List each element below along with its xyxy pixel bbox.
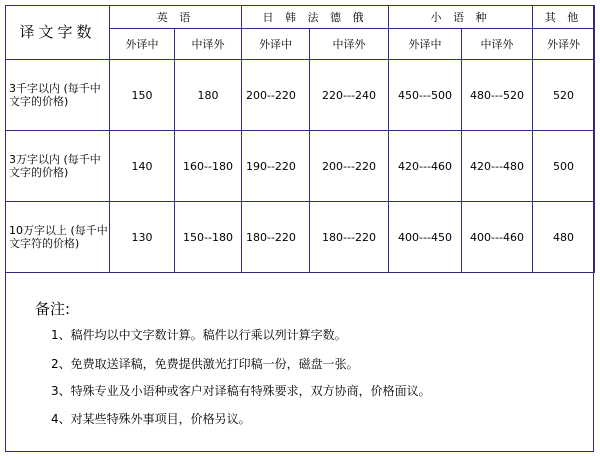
price-cell: 220---240 [310,60,389,131]
price-cell: 420---480 [462,131,533,202]
notes-section [5,266,594,452]
price-cell: 500 [533,131,595,202]
price-cell: 480 [533,202,595,273]
table-row [6,131,595,202]
subheader: 中译外 [310,29,389,60]
row-label: 3万字以内 (每千中文字的价格) [6,131,110,202]
note-item: 3、特殊专业及小语种或客户对译稿有特殊要求，双方协商，价格面议。 [51,384,431,398]
price-cell: 190--220 [242,131,310,202]
price-cell: 480---520 [462,60,533,131]
price-cell: 160--180 [175,131,242,202]
subheader: 外译中 [110,29,175,60]
subheader: 外译外 [533,29,595,60]
price-cell: 180 [175,60,242,131]
header-row-groups [6,6,595,29]
price-cell: 130 [110,202,175,273]
price-cell: 180--220 [242,202,310,273]
table-row [6,202,595,273]
price-cell: 420---460 [389,131,462,202]
notes-title: 备注: [35,300,71,318]
price-table [5,5,595,273]
price-cell: 180---220 [310,202,389,273]
price-cell: 140 [110,131,175,202]
group-jp-kr-fr-de-ru: 日 韩 法 德 俄 [242,6,389,29]
subheader: 外译中 [389,29,462,60]
price-cell: 400---460 [462,202,533,273]
subheader: 外译中 [242,29,310,60]
price-cell: 520 [533,60,595,131]
row-label: 3千字以内 (每千中文字的价格) [6,60,110,131]
note-item: 4、对某些特殊外事项目，价格另议。 [51,412,251,426]
table-row [6,60,595,131]
group-other: 其 他 [533,6,595,29]
group-english: 英 语 [110,6,242,29]
note-item: 1、稿件均以中文字数计算。稿件以行乘以列计算字数。 [51,328,347,342]
price-cell: 200---220 [310,131,389,202]
note-item: 2、免费取送译稿，免费提供激光打印稿一份，磁盘一张。 [51,357,359,371]
group-minor-languages: 小 语 种 [389,6,533,29]
price-cell: 450---500 [389,60,462,131]
subheader: 中译外 [462,29,533,60]
price-cell: 150--180 [175,202,242,273]
price-cell: 150 [110,60,175,131]
price-cell: 400---450 [389,202,462,273]
price-cell: 200--220 [242,60,310,131]
corner-label: 译文字数 [6,6,110,60]
row-label: 10万字以上 (每千中文字符的价格) [6,202,110,273]
subheader: 中译外 [175,29,242,60]
